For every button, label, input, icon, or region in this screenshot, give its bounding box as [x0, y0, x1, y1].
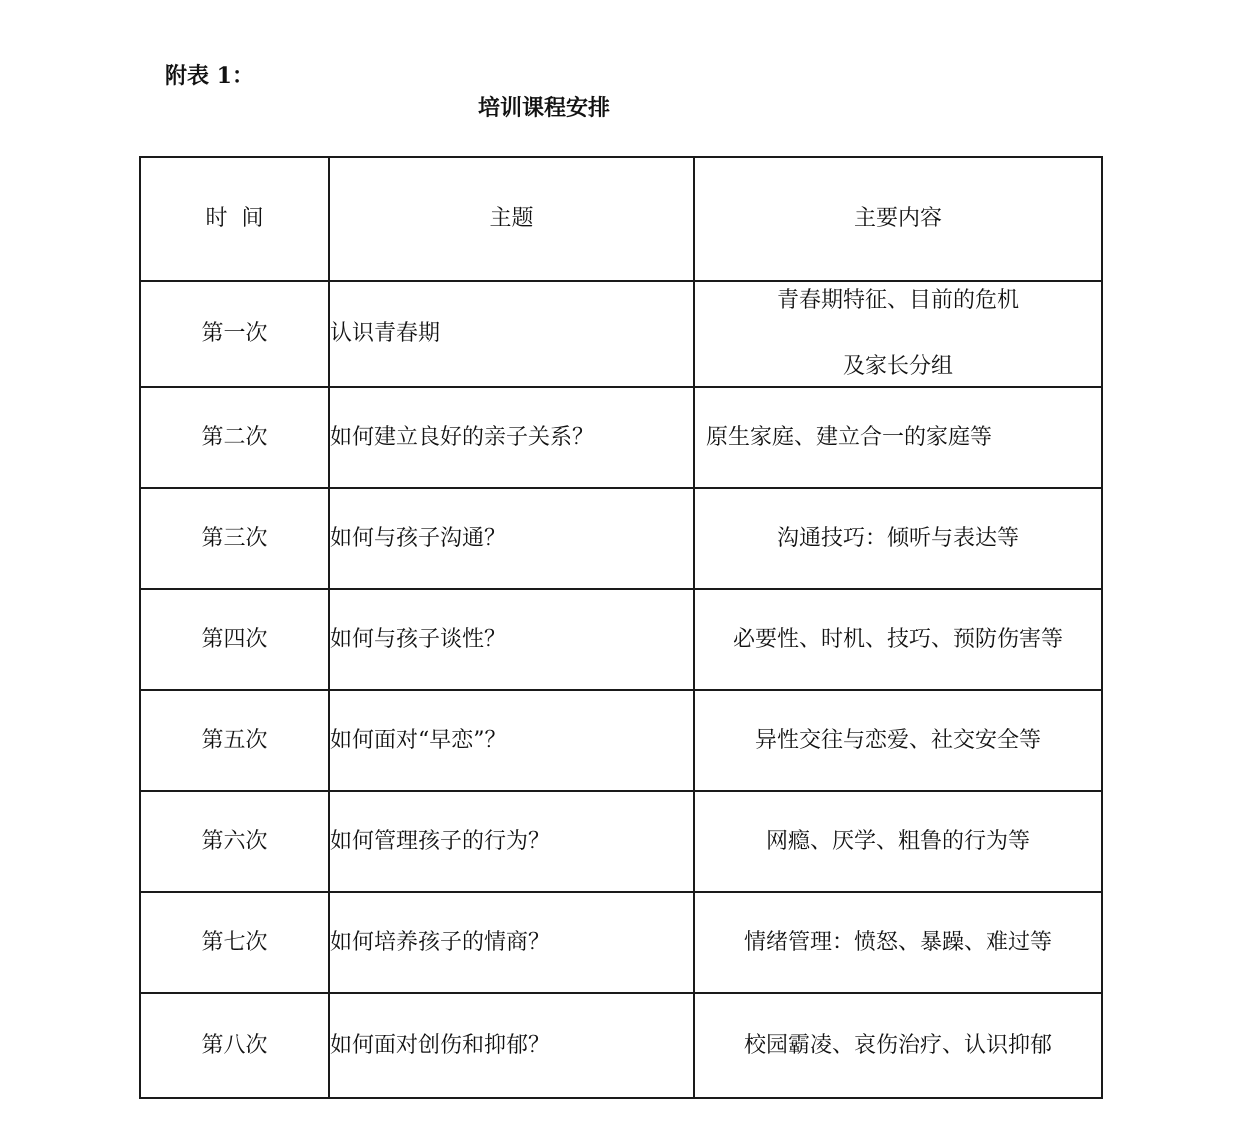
document-title: 培训课程安排 — [478, 95, 611, 121]
content-line: 校园霸凌、哀伤治疗、认识抑郁 — [743, 1032, 1052, 1058]
session-time: 第六次 — [140, 791, 329, 892]
session-topic: 认识青春期 — [329, 281, 694, 387]
session-time: 第八次 — [140, 993, 329, 1098]
content-line: 及家长分组 — [842, 354, 953, 379]
content-line: 必要性、时机、技巧、预防伤害等 — [732, 626, 1063, 652]
session-content — [694, 690, 1102, 791]
session-topic: 如何管理孩子的行为？ — [329, 791, 694, 892]
content-line: 青春期特征、目前的危机 — [776, 288, 1019, 313]
session-topic: 如何面对“早恋”？ — [329, 690, 694, 791]
session-topic: 如何与孩子沟通？ — [329, 488, 694, 589]
session-content — [694, 791, 1102, 892]
header-content: 主要内容 — [694, 157, 1102, 281]
training-schedule-table — [139, 156, 1103, 1099]
table-row — [140, 892, 1102, 993]
session-content — [694, 993, 1102, 1098]
session-content — [694, 488, 1102, 589]
content-line: 情绪管理：愤怒、暴躁、难过等 — [743, 929, 1052, 955]
session-time: 第二次 — [140, 387, 329, 488]
content-line: 网瘾、厌学、粗鲁的行为等 — [765, 828, 1030, 854]
session-topic: 如何与孩子谈性？ — [329, 589, 694, 690]
table-row — [140, 690, 1102, 791]
session-time: 第七次 — [140, 892, 329, 993]
session-topic: 如何培养孩子的情商？ — [329, 892, 694, 993]
table-row — [140, 488, 1102, 589]
table-row — [140, 387, 1102, 488]
table-row — [140, 791, 1102, 892]
table-header-row — [140, 157, 1102, 281]
annex-label: 附表 1： — [165, 63, 254, 89]
content-line: 异性交往与恋爱、社交安全等 — [754, 727, 1041, 753]
session-time: 第四次 — [140, 589, 329, 690]
table-row — [140, 281, 1102, 387]
session-content — [694, 892, 1102, 993]
session-time: 第五次 — [140, 690, 329, 791]
session-content — [694, 589, 1102, 690]
session-time: 第三次 — [140, 488, 329, 589]
content-line: 沟通技巧：倾听与表达等 — [776, 525, 1019, 551]
session-topic: 如何面对创伤和抑郁？ — [329, 993, 694, 1098]
header-time: 时 间 — [140, 157, 329, 281]
session-content — [694, 281, 1102, 387]
content-line: 原生家庭、建立合一的家庭等 — [706, 424, 993, 450]
header-topic: 主题 — [329, 157, 694, 281]
session-topic: 如何建立良好的亲子关系？ — [329, 387, 694, 488]
session-time: 第一次 — [140, 281, 329, 387]
table-row — [140, 993, 1102, 1098]
session-content — [694, 387, 1102, 488]
table-row — [140, 589, 1102, 690]
